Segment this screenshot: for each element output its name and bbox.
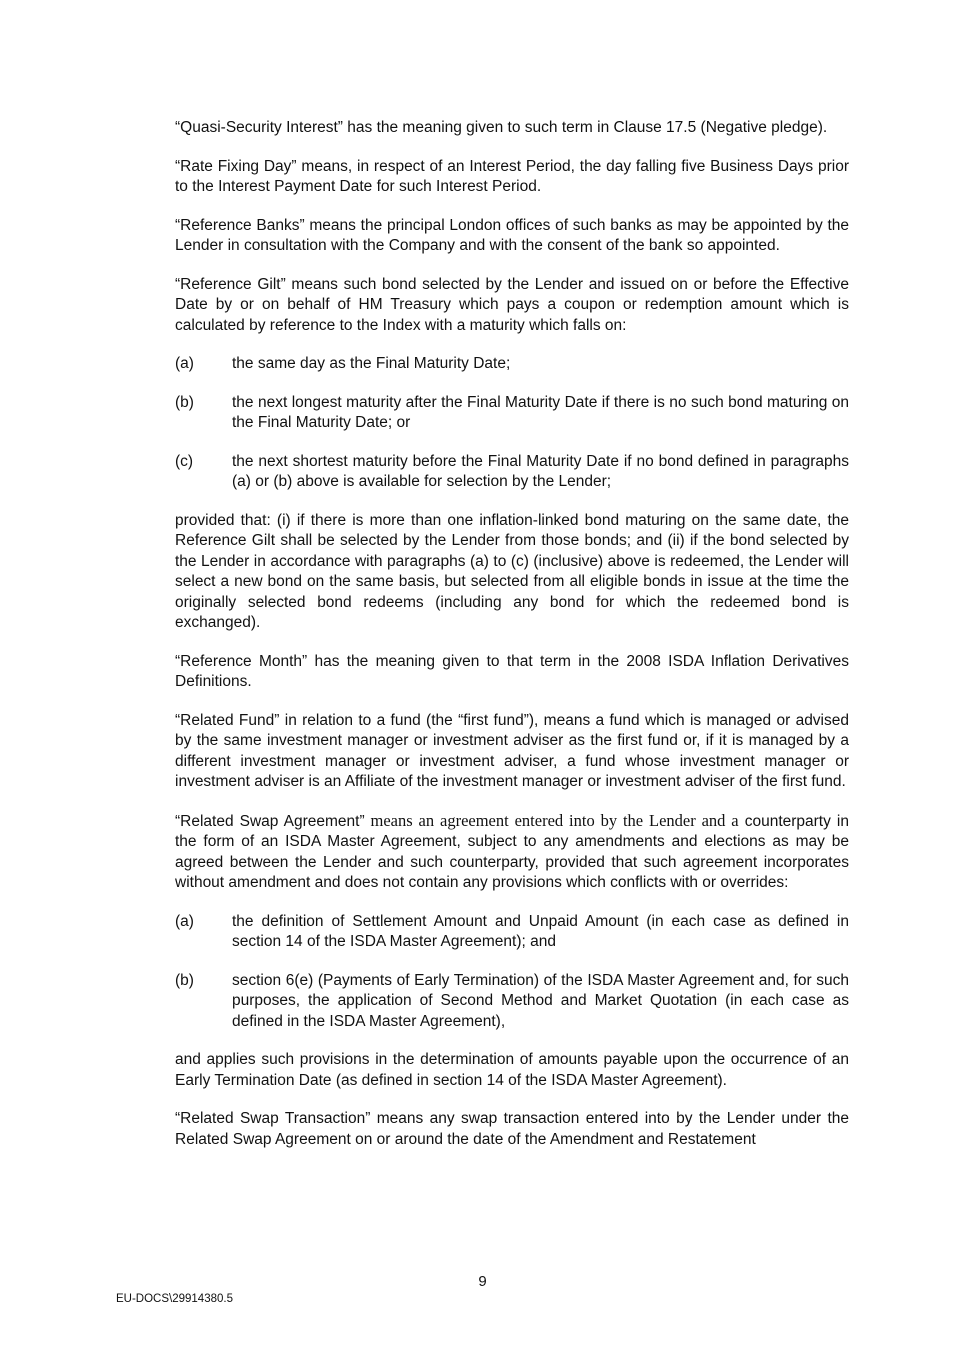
list-item-text: the next longest maturity after the Final Maturity Date if there is no such bond maturing on the Final Maturity Date; or	[232, 393, 849, 431]
document-body	[175, 118, 849, 1168]
definition-reference-gilt: “Reference Gilt” means such bond selected by the Lender and issued on or before the Effective Date by or on behalf of HM Treasury which pays a coupon or redemption amount which is calculated by reference to the Index with a maturity which falls on:	[175, 275, 849, 334]
page-number: 9	[478, 1273, 487, 1290]
list-item	[175, 393, 849, 434]
list-item-text: the definition of Settlement Amount and Unpaid Amount (in each case as defined in section 14 of the ISDA Master Agreement); and	[232, 912, 849, 950]
list-item	[175, 452, 849, 493]
list-item	[175, 912, 849, 953]
list-item-label: (b)	[175, 971, 194, 989]
list-item-label: (c)	[175, 452, 194, 470]
definition-reference-banks: “Reference Banks” means the principal London offices of such banks as may be appointed by the Lender in consultation with the Company and with the consent of the bank so appointed.	[175, 216, 849, 254]
definition-text: counterparty in the form of an ISDA Master Agreement, subject to any amendments and elections as may be agreed between the Lender and such counterparty, provided that such agreement incorporates without amendment and does not contain any provisions which conflicts with or overrides:	[175, 812, 849, 891]
list-item-text: the next shortest maturity before the Final Maturity Date if no bond defined in paragraphs (a) or (b) above is available for selection by the Lender;	[232, 452, 849, 490]
defined-term: “Related Swap Agreement”	[175, 812, 365, 830]
list-item	[175, 971, 849, 1033]
applies-paragraph: and applies such provisions in the determination of amounts payable upon the occurrence of an Early Termination Date (as defined in section 14 of the ISDA Master Agreement).	[175, 1051, 849, 1089]
definition-text-serif: means an agreement entered into by the Lender and a	[364, 810, 739, 830]
list-item-label: (a)	[175, 912, 194, 930]
provided-that-paragraph: provided that: (i) if there is more than one inflation-linked bond maturing on the same date, the Reference Gilt shall be selected by the Lender from those bonds; and (ii) if the bond selected by the Lender in accordance with paragraphs (a) to (c) (inclusive) above is redeemed, the Lender will select a new bond on the same basis, but selected from all eligible bonds in issue at the time the originally selected bond redeems (including any bond for which the redeemed bond is exchanged).	[175, 511, 849, 631]
list-item-text: section 6(e) (Payments of Early Termination) of the ISDA Master Agreement and, for such purposes, the application of Second Method and Market Quotation (in each case as defined in the ISDA Master Agreement),	[232, 971, 849, 1030]
definition-related-fund: “Related Fund” in relation to a fund (the “first fund”), means a fund which is managed or advised by the same investment manager or investment adviser as the first fund or, if it is managed by a different investment manager or investment adviser, a fund whose investment manager or investment adviser is an Affiliate of the investment manager or investment adviser of the first fund.	[175, 711, 849, 790]
definition-quasi-security-interest: “Quasi-Security Interest” has the meaning given to such term in Clause 17.5 (Negative pledge).	[175, 119, 828, 136]
list-item-label: (b)	[175, 393, 194, 411]
list-item-label: (a)	[175, 355, 194, 372]
document-reference: EU-DOCS\29914380.5	[116, 1293, 233, 1305]
definition-related-swap-transaction: “Related Swap Transaction” means any swap transaction entered into by the Lender under the Related Swap Agreement on or around the date of the Amendment and Restatement	[175, 1110, 849, 1148]
definition-related-swap-agreement	[175, 811, 849, 894]
definition-reference-month: “Reference Month” has the meaning given to that term in the 2008 ISDA Inflation Derivatives Definitions.	[175, 652, 849, 690]
list-item	[175, 354, 849, 375]
list-item-text: the same day as the Final Maturity Date;	[232, 355, 511, 372]
definition-rate-fixing-day: “Rate Fixing Day” means, in respect of an Interest Period, the day falling five Business Days prior to the Interest Payment Date for such Interest Period.	[175, 157, 849, 195]
